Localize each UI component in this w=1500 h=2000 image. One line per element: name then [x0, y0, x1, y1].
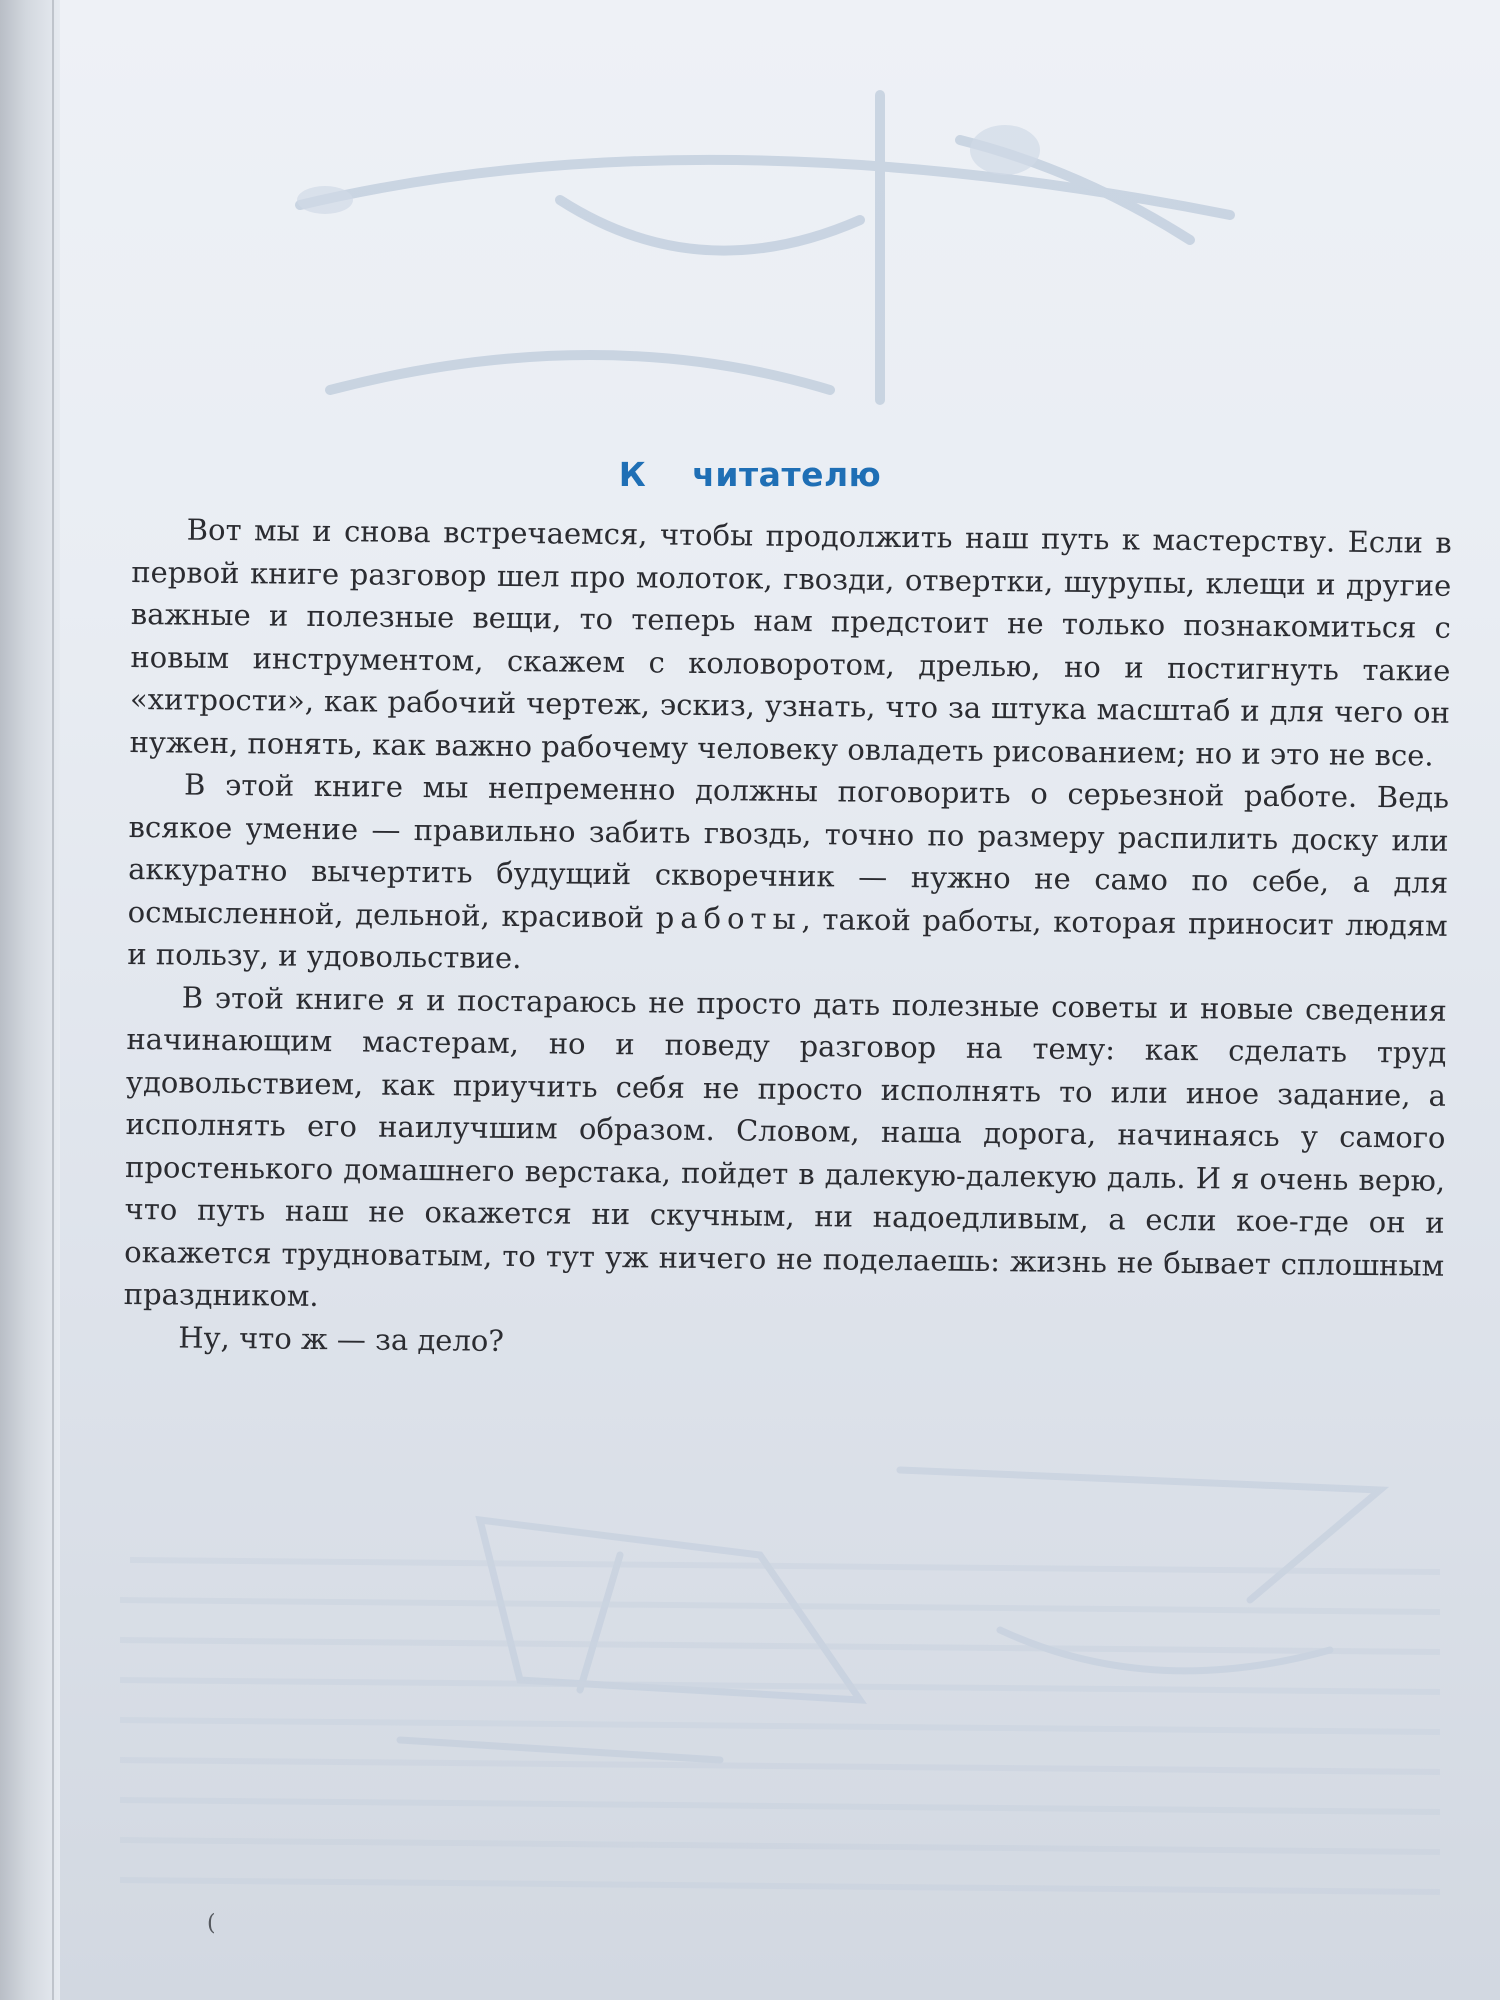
heading-word-k: К [618, 455, 647, 494]
heading-word-reader: читателю [692, 455, 882, 494]
page-mark: ( [207, 1911, 216, 1936]
spaced-word-rabota: работы [655, 900, 802, 936]
paragraph-2 [127, 763, 1449, 989]
paragraph-3: В этой книге я и постараюсь не просто дать полезные советы и новые сведения начинающим мастерам, но и поведу разговор на тему: как сделать труд удовольствием, как приучить себя не просто исполнять то или иное задание, а исполнять его наилучшим образом. Словом, наша дорога, начинаясь у самого простенького домашнего верстака, пойдет в далекую-далекую даль. И я очень верю, что путь наш не окажется ни скучным, ни надоедливым, а если кое-где он и окажется трудноватым, то тут уж ничего не поделаешь: жизнь не бывает сплошным праздником. [123, 980, 1447, 1313]
paragraph-4: Ну, что ж — за дело? [178, 1320, 505, 1358]
body-text [123, 508, 1452, 1372]
paragraph-2-start: В этой книге мы непременно должны поговорить о серьезной работе. Ведь всякое умение — правильно забить гвоздь, точно по размеру распилить доску или аккуратно вычертить будущий скворечник — нужно не само по себе, а для осмысленной, дельной, красивой [127, 767, 1450, 935]
section-heading [0, 455, 1500, 494]
paragraph-2-end: , такой работы, которая приносит людям и пользу, и удовольствие. [127, 901, 1448, 976]
paragraph-1: Вот мы и снова встречаемся, чтобы продолжить наш путь к мастерству. Если в первой книге разговор шел про молоток, гвозди, отвертки, шурупы, клещи и другие важные и полезные вещи, то теперь нам предстоит не только познакомиться с новым инструментом, скажем с коловоротом, дрелью, но и постигнуть такие «хитрости», как рабочий чертеж, эскиз, узнать, что за штука масштаб и для чего он нужен, понять, как важно рабочему человеку овладеть рисованием; но и это не все. [129, 512, 1452, 773]
